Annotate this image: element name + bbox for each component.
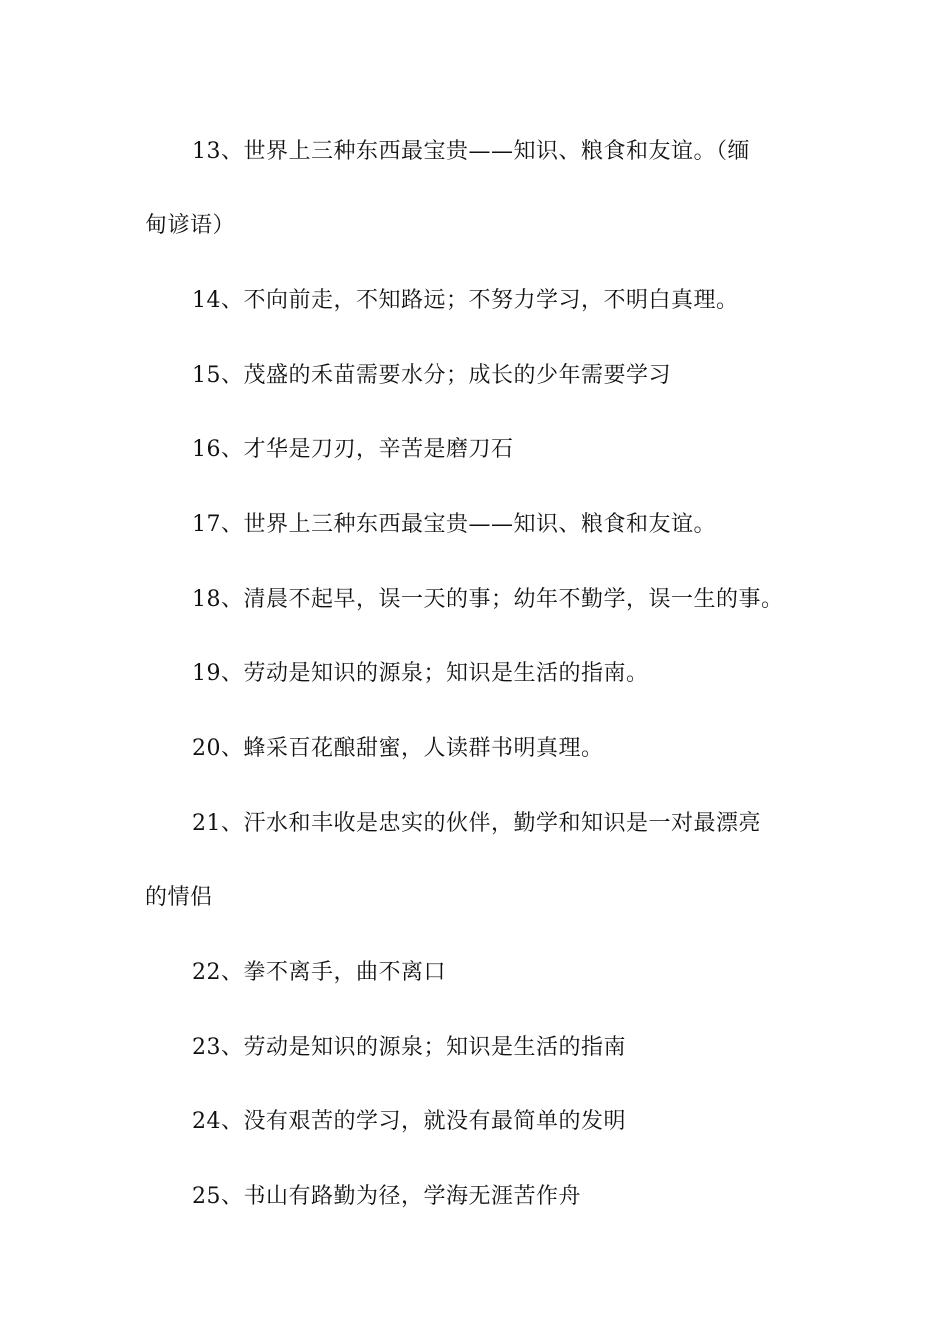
proverb-18: 18、清晨不起早，误一天的事；幼年不勤学，误一生的事。 [192, 587, 784, 612]
proverb-15: 15、茂盛的禾苗需要水分；成长的少年需要学习 [192, 363, 671, 388]
proverb-20: 20、蜂采百花酿甜蜜，人读群书明真理。 [192, 736, 604, 761]
proverb-21-line-1: 21、汗水和丰收是忠实的伙伴，勤学和知识是一对最漂亮 [192, 811, 761, 836]
proverb-13-line-2: 甸谚语） [145, 213, 236, 238]
proverb-25: 25、书山有路勤为径，学海无涯苦作舟 [192, 1184, 581, 1209]
proverb-16: 16、才华是刀刃，辛苦是磨刀石 [192, 437, 514, 462]
proverb-23: 23、劳动是知识的源泉；知识是生活的指南 [192, 1035, 626, 1060]
proverb-19: 19、劳动是知识的源泉；知识是生活的指南。 [192, 661, 649, 686]
proverb-22: 22、拳不离手，曲不离口 [192, 960, 446, 985]
proverb-17: 17、世界上三种东西最宝贵——知识、粮食和友谊。 [192, 512, 716, 537]
proverb-21-line-2: 的情侣 [145, 885, 213, 910]
proverb-13-line-1: 13、世界上三种东西最宝贵——知识、粮食和友谊。（缅 [192, 139, 750, 164]
proverb-14: 14、不向前走，不知路远；不努力学习，不明白真理。 [192, 288, 739, 313]
proverb-24: 24、没有艰苦的学习，就没有最简单的发明 [192, 1109, 626, 1134]
